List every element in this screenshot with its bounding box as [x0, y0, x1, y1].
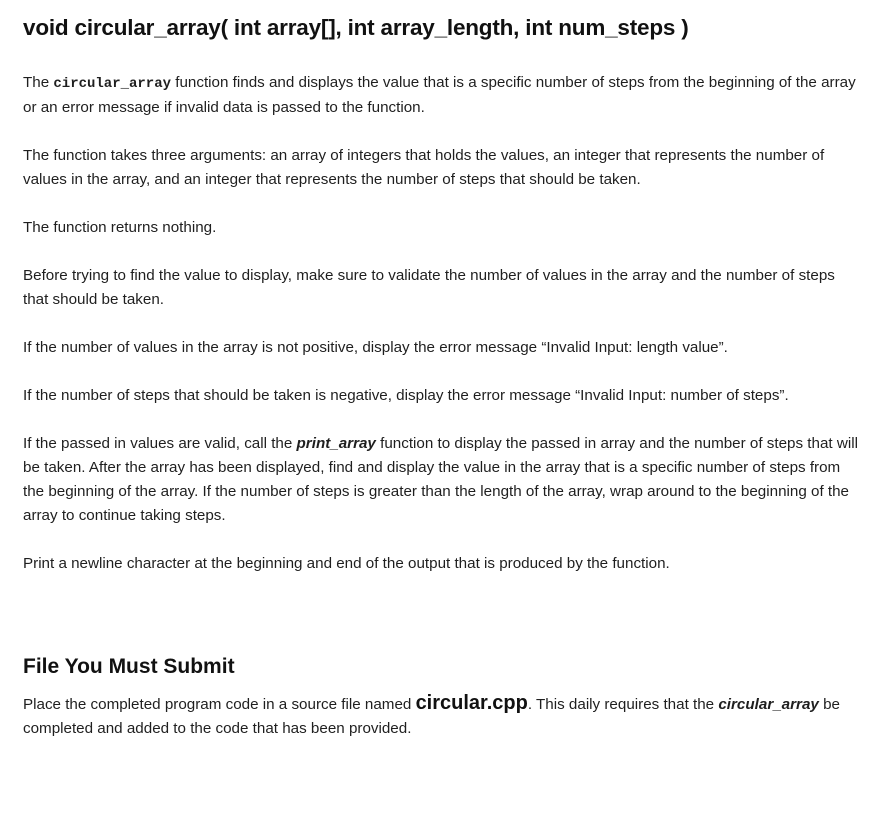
submit-section-heading: File You Must Submit: [23, 655, 235, 678]
intro-text-pre: The: [23, 74, 54, 91]
submit-filename: circular.cpp: [415, 692, 528, 714]
steps-check-paragraph: If the number of steps that should be taken is negative, display the error message “Invalid Input: number of steps”.: [23, 387, 789, 404]
function-signature-heading: void circular_array( int array[], int array_length, int num_steps ): [23, 15, 689, 40]
returns-paragraph: The function returns nothing.: [23, 219, 217, 236]
intro-function-name: circular_array: [53, 76, 172, 92]
submit-function-name: circular_array: [718, 696, 819, 713]
submit-text-post: be completed and added to the code that has been provided.: [23, 696, 840, 737]
submit-text-mid: . This daily requires that the: [527, 696, 719, 713]
validation-intro-paragraph: Before trying to find the value to display, make sure to validate the number of values in the array and the number of steps that should be taken.: [23, 267, 835, 308]
intro-text-post: function finds and displays the value that is a specific number of steps from the beginning of the array or an error message if invalid data is passed to the function.: [23, 74, 856, 116]
intro-paragraph: [23, 71, 859, 120]
print-array-function-name: print_array: [296, 435, 376, 452]
newline-paragraph: Print a newline character at the beginning and end of the output that is produced by the function.: [23, 555, 670, 572]
submit-paragraph: [23, 691, 859, 741]
valid-input-paragraph: [23, 432, 859, 528]
arguments-paragraph: The function takes three arguments: an array of integers that holds the values, an integer that represents the number of values in the array, and an integer that represents the number of steps that should be taken.: [23, 147, 825, 188]
valid-text-post: function to display the passed in array and the number of steps that will be taken. After the array has been displayed, find and display the value in the array that is a specific number of steps from the beginning of the array. If the number of steps is greater than the length of the array, wrap around to the beginning of the array to continue taking steps.: [23, 435, 858, 524]
valid-text-pre: If the passed in values are valid, call the: [23, 435, 297, 452]
submit-text-pre: Place the completed program code in a source file named: [23, 696, 416, 713]
length-check-paragraph: If the number of values in the array is not positive, display the error message “Invalid Input: length value”.: [23, 339, 728, 356]
